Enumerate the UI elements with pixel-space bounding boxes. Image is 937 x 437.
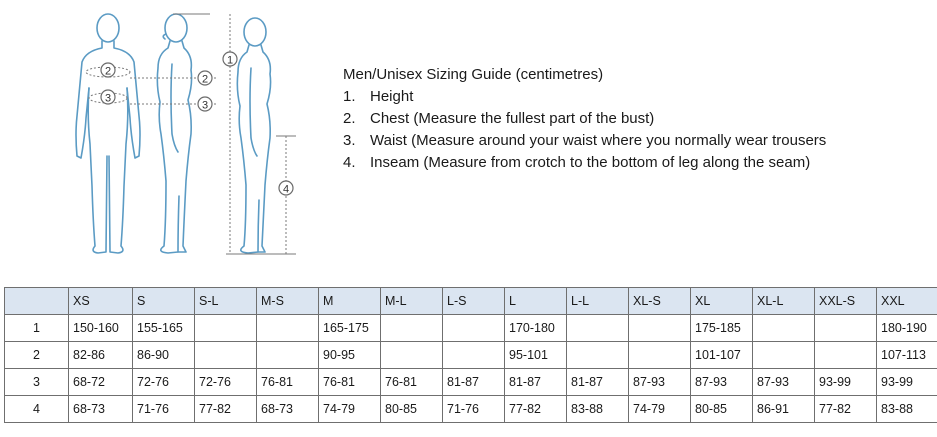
measurement-item-inseam: 4. Inseam (Measure from crotch to the bottom of leg along the seam) — [343, 154, 811, 171]
table-cell: 86-91 — [753, 396, 815, 423]
table-cell: 90-95 — [319, 342, 381, 369]
table-cell: 77-82 — [505, 396, 567, 423]
marker-1-height — [223, 52, 237, 67]
table-cell — [257, 315, 319, 342]
table-cell — [629, 342, 691, 369]
row-label: 2 — [5, 342, 69, 369]
side-body-figure-2 — [237, 18, 270, 253]
table-cell: 76-81 — [319, 369, 381, 396]
size-table — [4, 287, 937, 423]
table-cell: 81-87 — [505, 369, 567, 396]
table-cell — [567, 342, 629, 369]
front-body-figure — [76, 14, 140, 253]
header-cell: L-S — [443, 288, 505, 315]
table-cell: 107-113 — [877, 342, 937, 369]
table-cell: 68-73 — [257, 396, 319, 423]
table-cell: 83-88 — [567, 396, 629, 423]
table-cell: 81-87 — [567, 369, 629, 396]
table-cell — [443, 315, 505, 342]
table-cell: 101-107 — [691, 342, 753, 369]
table-cell: 87-93 — [753, 369, 815, 396]
measurement-item-height: 1. Height — [343, 88, 414, 105]
measurement-item-waist: 3. Waist (Measure around your waist where you normally wear trousers — [343, 132, 827, 149]
svg-text:2: 2 — [104, 65, 112, 78]
table-cell — [629, 315, 691, 342]
table-cell — [567, 315, 629, 342]
table-cell: 76-81 — [381, 369, 443, 396]
table-cell — [753, 315, 815, 342]
table-cell — [195, 342, 257, 369]
sizing-guide — [343, 64, 923, 174]
row-label: 1 — [5, 315, 69, 342]
table-cell: 83-88 — [877, 396, 937, 423]
table-cell: 76-81 — [257, 369, 319, 396]
table-cell: 80-85 — [691, 396, 753, 423]
table-header-row — [5, 288, 937, 315]
table-cell: 170-180 — [505, 315, 567, 342]
table-row — [5, 369, 937, 396]
table-cell: 74-79 — [319, 396, 381, 423]
table-cell — [753, 342, 815, 369]
header-cell: XL — [691, 288, 753, 315]
table-cell: 71-76 — [443, 396, 505, 423]
table-cell: 82-86 — [69, 342, 133, 369]
table-cell: 81-87 — [443, 369, 505, 396]
table-cell: 80-85 — [381, 396, 443, 423]
table-cell: 93-99 — [877, 369, 937, 396]
table-cell — [815, 342, 877, 369]
table-cell — [815, 315, 877, 342]
table-cell — [195, 315, 257, 342]
table-cell — [381, 342, 443, 369]
header-cell: XL-L — [753, 288, 815, 315]
svg-text:4: 4 — [282, 183, 290, 196]
marker-3-side — [198, 97, 212, 112]
header-cell: XXL — [877, 288, 937, 315]
header-cell: M — [319, 288, 381, 315]
table-cell: 175-185 — [691, 315, 753, 342]
table-cell: 72-76 — [195, 369, 257, 396]
measurement-item-chest: 2. Chest (Measure the fullest part of the bust) — [343, 110, 655, 127]
measurement-figure — [60, 6, 310, 262]
table-cell: 87-93 — [629, 369, 691, 396]
header-cell: XL-S — [629, 288, 691, 315]
header-cell: XS — [69, 288, 133, 315]
marker-4-inseam — [279, 181, 293, 196]
table-row — [5, 315, 937, 342]
marker-3-front — [101, 90, 115, 105]
table-cell: 93-99 — [815, 369, 877, 396]
table-cell — [257, 342, 319, 369]
table-cell: 95-101 — [505, 342, 567, 369]
table-row — [5, 342, 937, 369]
table-cell: 180-190 — [877, 315, 937, 342]
svg-text:3: 3 — [104, 92, 112, 105]
table-cell: 165-175 — [319, 315, 381, 342]
table-cell: 68-73 — [69, 396, 133, 423]
header-cell: L-L — [567, 288, 629, 315]
header-cell: M-L — [381, 288, 443, 315]
table-cell — [443, 342, 505, 369]
table-cell: 68-72 — [69, 369, 133, 396]
table-cell: 150-160 — [69, 315, 133, 342]
table-cell: 74-79 — [629, 396, 691, 423]
table-cell: 71-76 — [133, 396, 195, 423]
table-cell — [381, 315, 443, 342]
header-cell: S-L — [195, 288, 257, 315]
header-cell — [5, 288, 69, 315]
table-cell: 87-93 — [691, 369, 753, 396]
header-cell: S — [133, 288, 195, 315]
svg-text:3: 3 — [201, 99, 209, 112]
table-cell: 86-90 — [133, 342, 195, 369]
header-cell: M-S — [257, 288, 319, 315]
svg-text:2: 2 — [201, 73, 209, 86]
guide-title: Men/Unisex Sizing Guide (centimetres) — [343, 66, 604, 83]
marker-2-front — [101, 63, 115, 78]
row-label: 3 — [5, 369, 69, 396]
marker-2-side — [198, 71, 212, 86]
measurement-list — [343, 86, 923, 174]
table-cell: 77-82 — [195, 396, 257, 423]
table-cell: 72-76 — [133, 369, 195, 396]
side-body-figure — [157, 14, 191, 253]
header-cell: XXL-S — [815, 288, 877, 315]
table-row — [5, 396, 937, 423]
svg-text:1: 1 — [226, 54, 234, 67]
table-cell: 77-82 — [815, 396, 877, 423]
table-cell: 155-165 — [133, 315, 195, 342]
row-label: 4 — [5, 396, 69, 423]
header-cell: L — [505, 288, 567, 315]
